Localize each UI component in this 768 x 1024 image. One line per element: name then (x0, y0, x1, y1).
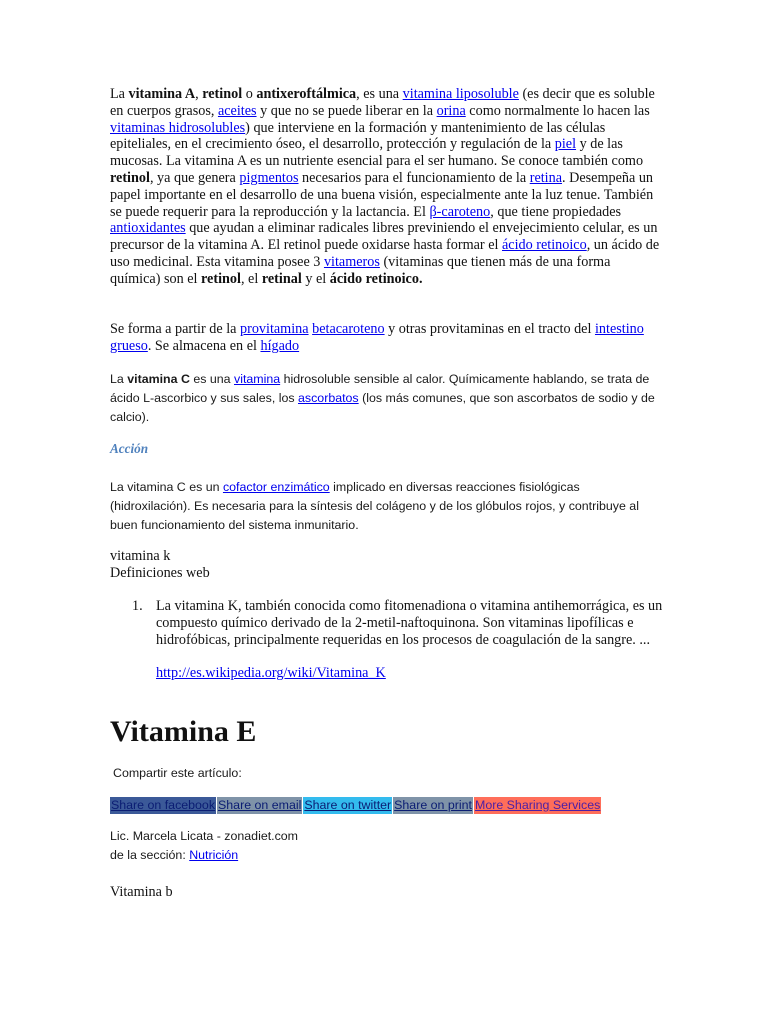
text: (es decir que es soluble en cuerpos grasos, (110, 86, 655, 119)
text: , que tiene propiedades (490, 203, 622, 220)
section-prefix: de la sección: (110, 848, 190, 862)
text: necesarios para el funcionamiento de la (298, 169, 530, 186)
link-vitaminas-hidrosolubles[interactable]: vitaminas hidrosolubles (110, 119, 246, 136)
definition-list (110, 598, 670, 682)
bold-text: antixeroftálmica (256, 86, 357, 102)
text: Se forma a partir de la (110, 321, 240, 337)
definiciones-web-label: Definiciones web (110, 565, 210, 581)
link-orina[interactable]: orina (436, 102, 466, 119)
share-label: Compartir este artículo: (113, 766, 242, 780)
text: y que no se puede liberar en la (256, 102, 437, 119)
bold-text: retinol (202, 86, 243, 102)
more-sharing-services-button[interactable]: More Sharing Services (475, 798, 601, 812)
text: es una (189, 372, 234, 386)
vitamin-k-title: vitamina k (110, 548, 171, 564)
share-facebook-button[interactable]: Share on facebook (111, 798, 216, 812)
text: implicado en diversas reacciones fisiológicas (hidroxilación). Es necesaria para la síntesis del colágeno y de los glóbulos rojos, y contribuye al buen funcionamiento del sistema inmunitario. (110, 480, 639, 532)
author-block (110, 827, 298, 865)
bold-text: vitamina C (127, 372, 190, 386)
link-pigmentos[interactable]: pigmentos (239, 169, 299, 186)
vitamin-c-paragraph (110, 370, 662, 427)
section-line (110, 846, 298, 865)
link-antioxidantes[interactable]: antioxidantes (110, 220, 186, 237)
text: , un ácido de uso medicinal. Esta vitamina posee 3 (110, 237, 660, 270)
link-retina[interactable]: retina (529, 169, 563, 186)
bold-text: retinol (110, 169, 150, 186)
text: (vitaminas que tienen más de una forma química) son el (110, 253, 611, 287)
text: , ya que genera (149, 169, 240, 186)
text: . Se almacena en el (147, 338, 261, 354)
bold-text: ácido retinoico. (329, 270, 423, 287)
text: , el (240, 270, 262, 287)
author-name: Lic. Marcela Licata - zonadiet.com (110, 829, 299, 843)
list-item (110, 598, 670, 682)
link-cofactor-enzimatico[interactable]: cofactor enzimático (222, 480, 330, 494)
vitamin-b-title: Vitamina b (110, 884, 173, 900)
text: y de las mucosas. La vitamina A es un nutriente esencial para el ser humano. Se conoce también como (110, 136, 644, 170)
wikipedia-link[interactable]: http://es.wikipedia.org/wiki/Vitamina_K (156, 665, 386, 681)
share-bar (110, 797, 602, 814)
link-piel[interactable]: piel (554, 136, 577, 153)
text: , es una (356, 86, 403, 102)
bold-text: vitamina A (128, 86, 196, 102)
text: hidrosoluble sensible al calor. Químicamente hablando, se trata de ácido L-ascorbico y sus sales, los (110, 372, 650, 405)
text: La (110, 86, 129, 102)
accion-paragraph (110, 478, 662, 535)
text: , (195, 86, 203, 102)
share-email-button[interactable]: Share on email (218, 798, 302, 812)
link-vitamina-liposoluble[interactable]: vitamina liposoluble (402, 86, 519, 102)
link-intestino-grueso[interactable]: intestino grueso (110, 321, 644, 354)
link-nutricion[interactable]: Nutrición (189, 848, 239, 862)
text: La vitamina C es un (110, 480, 223, 494)
bold-text: retinol (201, 270, 241, 287)
link-higado[interactable]: hígado (260, 338, 300, 354)
link-provitamina[interactable]: provitamina (240, 321, 309, 337)
link-vitamina[interactable]: vitamina (234, 372, 281, 386)
text: y el (301, 270, 330, 287)
list-number: 1. (132, 598, 143, 614)
bold-text: retinal (261, 270, 302, 287)
text: como normalmente lo hacen las (465, 102, 650, 119)
vitamin-a-paragraph (110, 86, 662, 288)
accion-heading: Acción (110, 441, 149, 456)
link-aceites[interactable]: aceites (217, 102, 257, 119)
definition-text: La vitamina K, también conocida como fitomenadiona o vitamina antihemorrágica, es un compuesto químico derivado de la 2-metil-naftoquinona. Son vitaminas lipofílicas e hidrofóbicas, principalmente requeridas en los procesos de coagulación de la sangre. ... (156, 598, 663, 648)
text: ) que interviene en la formación y mantenimiento de las células epiteliales, en el crecimiento óseo, el desarrollo, protección y regulación de la (110, 119, 606, 153)
vitamin-k-block (110, 548, 210, 582)
link-beta-caroteno[interactable]: β-caroteno (429, 203, 491, 220)
text: . Desempeña un papel importante en el desarrollo de una buena visión, especialmente ante la luz tenue. También se puede requerir para la reproducción y la lactancia. El (110, 169, 654, 220)
text: La (110, 372, 128, 386)
share-print-button[interactable]: Share on print (394, 798, 472, 812)
link-ascorbatos[interactable]: ascorbatos (298, 391, 359, 405)
text: y otras provitaminas en el tracto del (384, 321, 595, 337)
text: (los más comunes, que son ascorbatos de sodio y de calcio). (110, 391, 655, 424)
link-betacaroteno[interactable]: betacaroteno (312, 321, 385, 337)
vitamin-e-heading: Vitamina E (110, 715, 257, 748)
link-acido-retinoico[interactable]: ácido retinoico (502, 237, 587, 254)
provitamina-paragraph (110, 321, 662, 355)
link-vitameros[interactable]: vitameros (323, 253, 380, 270)
share-twitter-button[interactable]: Share on twitter (304, 798, 392, 812)
text: que ayudan a eliminar radicales libres previniendo el envejecimiento celular, es un precursor de la vitamina A. El retinol puede oxidarse hasta formar el (110, 220, 658, 254)
text: o (242, 86, 257, 102)
